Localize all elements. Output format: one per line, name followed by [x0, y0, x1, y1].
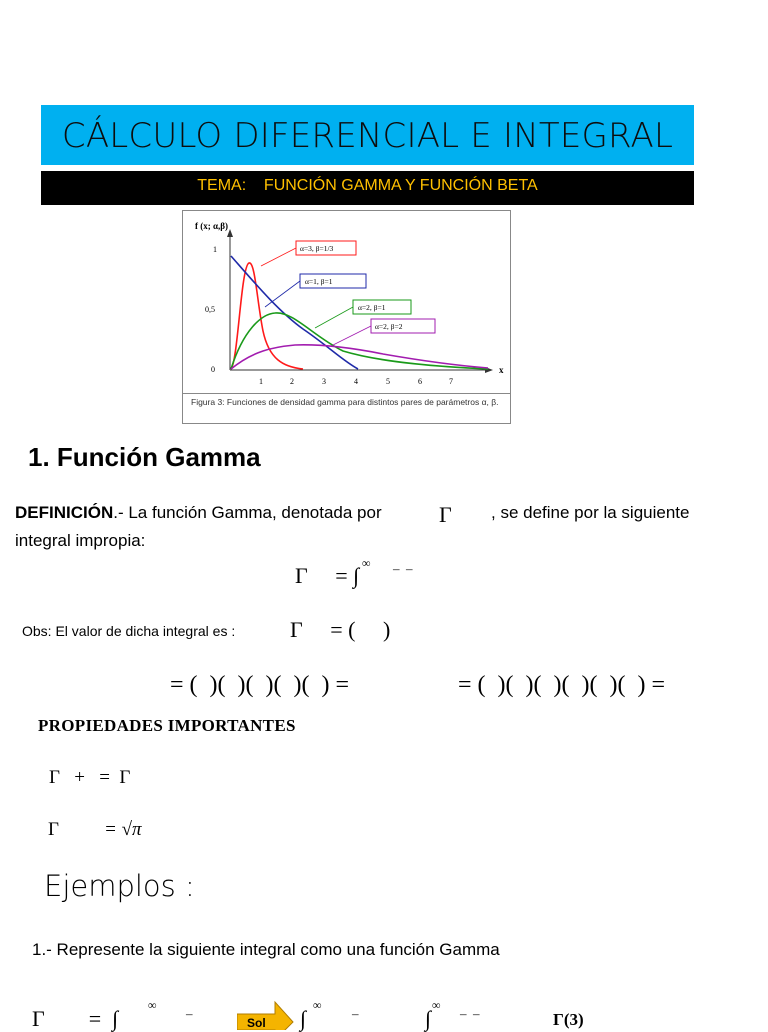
example-sol-upper-limit: ∞: [313, 998, 322, 1012]
examples-heading: Ejemplos :: [44, 869, 195, 903]
legend-green-pointer: [315, 307, 353, 328]
example-upper-limit: ∞: [148, 998, 157, 1012]
y-tick-0: 0: [211, 365, 215, 374]
property-half-left: Γ: [48, 819, 59, 840]
y-tick-1: 1: [213, 245, 217, 254]
expansion-formula-1: = ( )( )( )( )( ) =: [170, 672, 349, 698]
x-tick-3: 3: [322, 377, 326, 386]
definition-text-3: integral impropia:: [15, 531, 146, 550]
example-second-upper-limit: ∞: [432, 998, 441, 1012]
gamma-density-plot: [183, 211, 510, 393]
topic-text: TEMA: FUNCIÓN GAMMA Y FUNCIÓN BETA: [197, 177, 538, 194]
y-tick-05: 0,5: [205, 305, 215, 314]
example-second-exponent: – –: [460, 1006, 480, 1021]
legend-purple-label: α=2, β=2: [375, 322, 403, 331]
definition-text-2: , se define por la siguiente: [491, 503, 690, 522]
legend-red-pointer: [261, 248, 296, 266]
example-1-text: 1.- Represente la siguiente integral como una función Gamma: [32, 940, 500, 959]
legend-green-label: α=2, β=1: [358, 303, 386, 312]
definition-text-1: .- La función Gamma, denotada por: [113, 503, 382, 522]
example-sol-exponent: –: [352, 1006, 359, 1021]
gamma-integral-formula: Γ = ∫: [295, 563, 360, 588]
example-sol-integral: ∫: [300, 1006, 307, 1031]
legend-blue-label: α=1, β=1: [305, 277, 333, 286]
legend-blue-pointer: [265, 281, 300, 307]
sol-label: Sol: [247, 1016, 266, 1030]
x-tick-1: 1: [259, 377, 263, 386]
definition-line-1: [15, 503, 382, 523]
integral-upper-limit: ∞: [362, 556, 371, 570]
page-title: CÁLCULO DIFERENCIAL E INTEGRAL: [61, 116, 674, 156]
expansion-formula-2: = ( )( )( )( )( )( ) =: [458, 672, 665, 698]
integral-exponent: – –: [393, 561, 413, 576]
property-half-right: = √π: [104, 819, 142, 840]
title-banner: [41, 105, 694, 165]
property-recurrence: Γ + = Γ: [49, 767, 131, 788]
obs-formula: Γ = ( ): [290, 617, 391, 642]
example-second-integral: ∫: [425, 1006, 432, 1031]
x-tick-6: 6: [418, 377, 422, 386]
curve-alpha2-beta1: [231, 313, 488, 369]
legend-red-label: α=3, β=1/3: [300, 244, 334, 253]
section-heading: 1. Función Gamma: [28, 442, 261, 472]
x-tick-5: 5: [386, 377, 390, 386]
example-exponent: –: [186, 1006, 193, 1021]
gamma-density-figure: [182, 210, 511, 424]
curve-alpha1-beta1: [231, 256, 358, 369]
gamma-symbol: Γ: [439, 502, 452, 527]
legend-purple-pointer: [333, 326, 371, 345]
properties-heading: PROPIEDADES IMPORTANTES: [38, 716, 296, 735]
x-tick-2: 2: [290, 377, 294, 386]
example-result: Γ(3): [553, 1010, 584, 1029]
x-tick-7: 7: [449, 377, 453, 386]
curve-alpha2-beta2: [231, 345, 488, 369]
figure-caption: Figura 3: Funciones de densidad gamma para distintos pares de parámetros α, β.: [183, 393, 510, 423]
definition-label: DEFINICIÓN: [15, 503, 114, 522]
x-tick-4: 4: [354, 377, 358, 386]
sol-arrow-icon: [237, 1000, 295, 1030]
x-axis-label: x: [499, 365, 504, 375]
y-axis-label: f (x; α,β): [195, 221, 229, 231]
obs-text: Obs: El valor de dicha integral es :: [22, 623, 236, 639]
example-gamma-formula: Γ = ∫: [32, 1006, 119, 1031]
topic-banner: [41, 171, 694, 205]
